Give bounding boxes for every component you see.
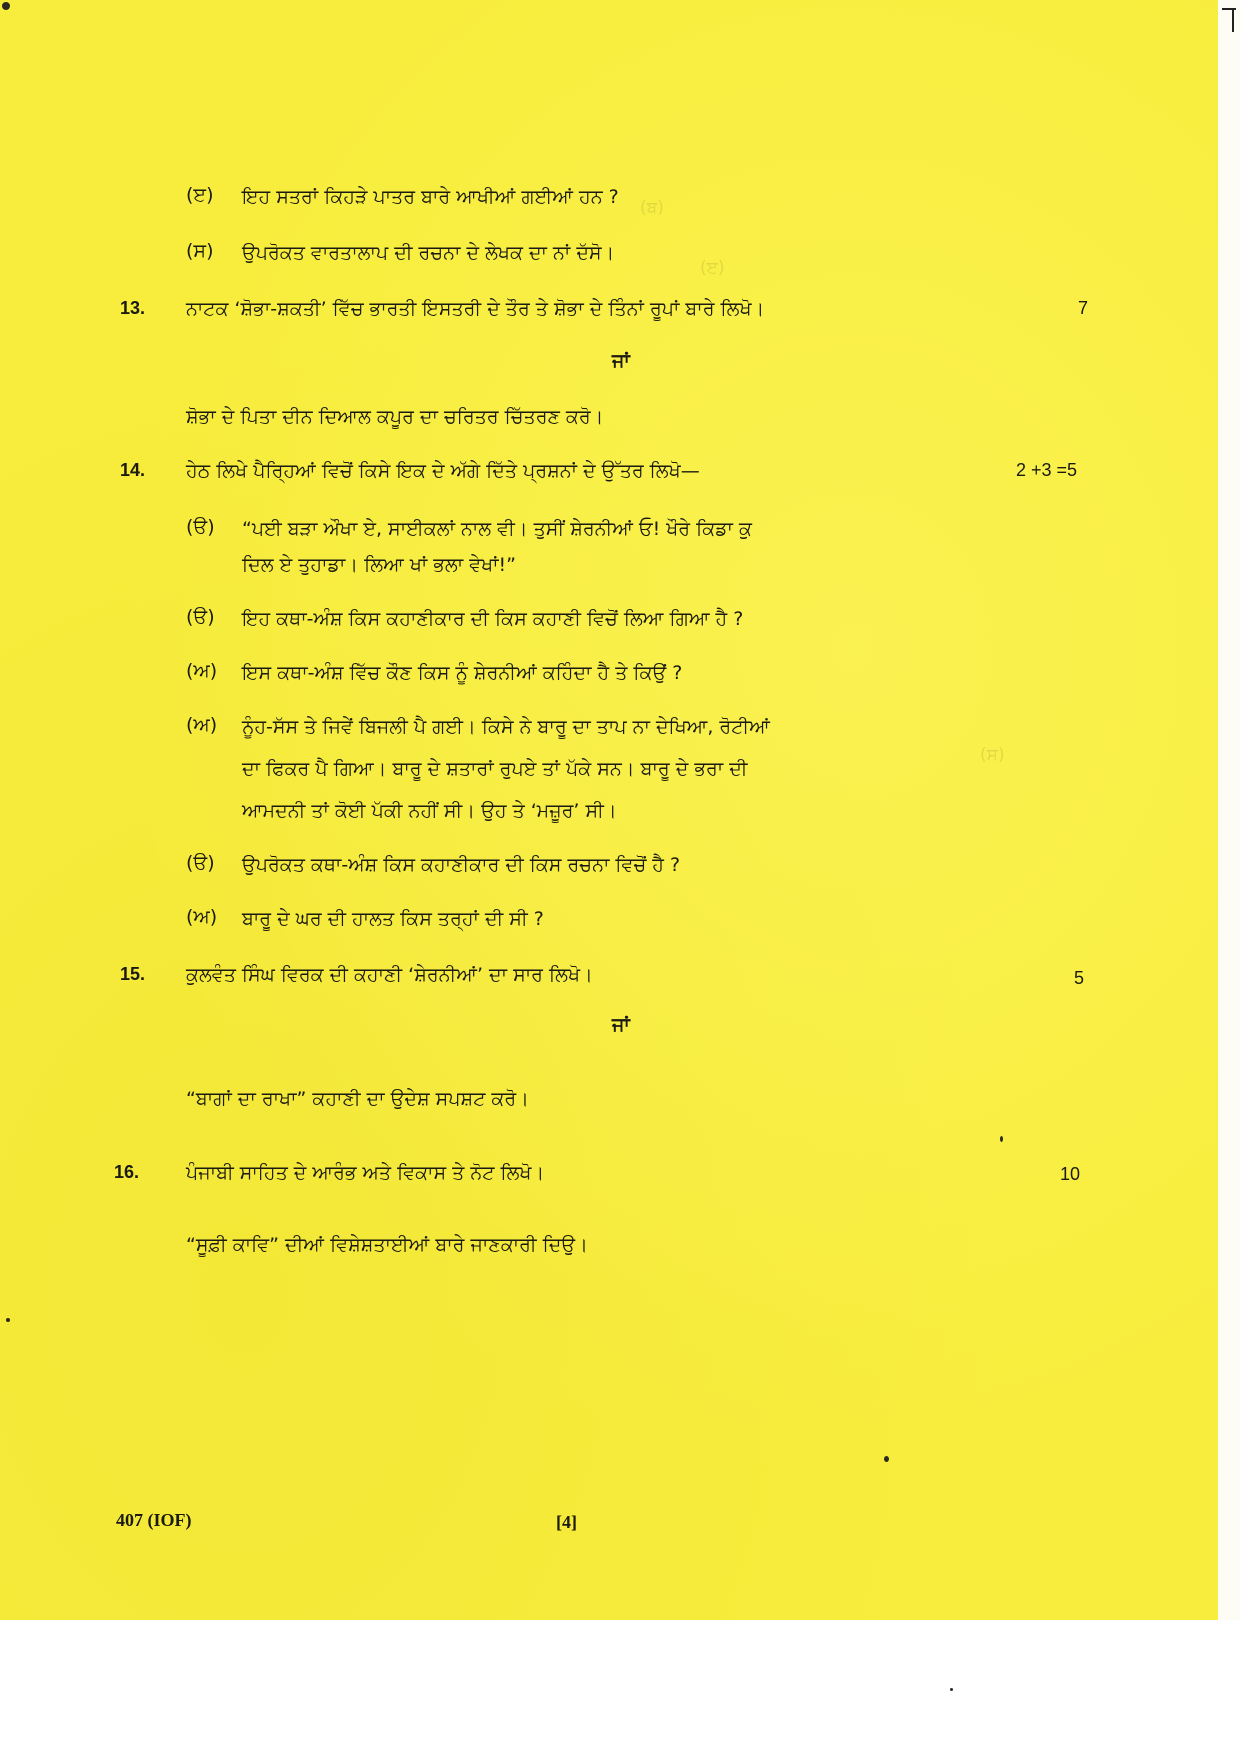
scan-speck — [1000, 1136, 1003, 1142]
item-label: (ੲ) — [186, 184, 214, 206]
question-number: 16. — [114, 1162, 140, 1182]
bleed-through-text: (ੲ) — [700, 258, 725, 278]
item-label: (ਸ) — [186, 240, 214, 262]
paper-code: 407 (IOF) — [116, 1510, 192, 1530]
passage-text: “ਪਈ ਬੜਾ ਔਖਾ ਏ, ਸਾਈਕਲਾਂ ਨਾਲ ਵੀ। ਤੁਸੀਂ ਸ਼ੇਰਨੀਆਂ ਓ! ਖੌਰੇ ਕਿਡਾ ਕੁ — [242, 518, 752, 540]
alternative-question: ਸ਼ੋਭਾ ਦੇ ਪਿਤਾ ਦੀਨ ਦਿਆਲ ਕਪੂਰ ਦਾ ਚਰਿਤਰ ਚਿੱਤਰਣ ਕਰੋ। — [186, 406, 604, 428]
alternative-question: “ਬਾਗਾਂ ਦਾ ਰਾਖਾ” ਕਹਾਣੀ ਦਾ ਉਦੇਸ਼ ਸਪਸ਼ਟ ਕਰੋ। — [186, 1088, 529, 1110]
question-text: ਕੁਲਵੰਤ ਸਿੰਘ ਵਿਰਕ ਦੀ ਕਹਾਣੀ ‘ਸ਼ੇਰਨੀਆਂ’ ਦਾ ਸਾਰ ਲਿਖੋ। — [186, 964, 593, 986]
question-number: 13. — [120, 298, 146, 318]
item-label: (ੳ) — [186, 606, 215, 628]
question-marks: 2 +3 =5 — [1016, 460, 1078, 480]
bleed-through-text: (ਬ) — [640, 198, 664, 218]
bleed-through-text: (ਸ) — [980, 745, 1005, 765]
page-number: [4] — [556, 1512, 577, 1532]
scan-margin — [1218, 0, 1240, 1620]
question-number: 14. — [120, 460, 146, 480]
question-text: ਪੰਜਾਬੀ ਸਾਹਿਤ ਦੇ ਆਰੰਭ ਅਤੇ ਵਿਕਾਸ ਤੇ ਨੋਟ ਲਿਖੋ। — [186, 1162, 545, 1184]
passage-label: (ਅ) — [186, 714, 218, 736]
alternative-question: “ਸੂਫ਼ੀ ਕਾਵਿ” ਦੀਆਂ ਵਿਸ਼ੇਸ਼ਤਾਈਆਂ ਬਾਰੇ ਜਾਣਕਾਰੀ ਦਿਉ। — [186, 1234, 588, 1256]
item-text: ਉਪਰੋਕਤ ਕਥਾ-ਅੰਸ਼ ਕਿਸ ਕਹਾਣੀਕਾਰ ਦੀ ਕਿਸ ਰਚਨਾ ਵਿਚੋਂ ਹੈ ? — [242, 854, 681, 876]
passage-text: ਆਮਦਨੀ ਤਾਂ ਕੋਈ ਪੱਕੀ ਨਹੀਂ ਸੀ। ਉਹ ਤੇ ‘ਮਜ਼ੂਰ’ ਸੀ। — [242, 800, 617, 822]
passage-text: ਨੂੰਹ-ਸੱਸ ਤੇ ਜਿਵੇਂ ਬਿਜਲੀ ਪੈ ਗਈ। ਕਿਸੇ ਨੇ ਬਾਰੂ ਦਾ ਤਾਪ ਨਾ ਦੇਖਿਆ, ਰੋਟੀਆਂ — [242, 716, 770, 738]
question-text: ਹੇਠ ਲਿਖੇ ਪੈਰ੍ਹਿਆਂ ਵਿਚੋਂ ਕਿਸੇ ਇਕ ਦੇ ਅੱਗੇ ਦਿੱਤੇ ਪ੍ਰਸ਼ਨਾਂ ਦੇ ਉੱਤਰ ਲਿਖੋ— — [186, 460, 700, 482]
item-text: ਇਹ ਕਥਾ-ਅੰਸ਼ ਕਿਸ ਕਹਾਣੀਕਾਰ ਦੀ ਕਿਸ ਕਹਾਣੀ ਵਿਚੋਂ ਲਿਆ ਗਿਆ ਹੈ ? — [242, 608, 744, 630]
scan-speck — [950, 1688, 953, 1691]
question-text: ਨਾਟਕ ‘ਸ਼ੋਭਾ-ਸ਼ਕਤੀ’ ਵਿੱਚ ਭਾਰਤੀ ਇਸਤਰੀ ਦੇ ਤੌਰ ਤੇ ਸ਼ੋਭਾ ਦੇ ਤਿੰਨਾਂ ਰੂਪਾਂ ਬਾਰੇ ਲਿਖੋ। — [186, 298, 765, 320]
question-marks: 5 — [1074, 968, 1085, 988]
item-label: (ਅ) — [186, 906, 218, 928]
scan-speck — [884, 1456, 889, 1462]
item-label: (ੳ) — [186, 852, 215, 874]
question-number: 15. — [120, 964, 146, 984]
item-text: ਇਹ ਸਤਰਾਂ ਕਿਹੜੇ ਪਾਤਰ ਬਾਰੇ ਆਖੀਆਂ ਗਈਆਂ ਹਨ ? — [242, 186, 619, 208]
scan-margin — [0, 1620, 1240, 1754]
scan-speck — [6, 1318, 10, 1322]
question-marks: 10 — [1060, 1164, 1081, 1184]
item-text: ਉਪਰੋਕਤ ਵਾਰਤਾਲਾਪ ਦੀ ਰਚਨਾ ਦੇ ਲੇਖਕ ਦਾ ਨਾਂ ਦੱਸੋ। — [242, 242, 615, 264]
passage-text: ਦਾ ਫਿਕਰ ਪੈ ਗਿਆ। ਬਾਰੂ ਦੇ ਸ਼ਤਾਰਾਂ ਰੁਪਏ ਤਾਂ ਪੱਕੇ ਸਨ। ਬਾਰੂ ਦੇ ਭਰਾ ਦੀ — [242, 758, 748, 780]
passage-text: ਦਿਲ ਏ ਤੁਹਾਡਾ। ਲਿਆ ਖਾਂ ਭਲਾ ਵੇਖਾਂ!” — [242, 554, 517, 576]
or-divider: ਜਾਂ — [612, 1014, 630, 1036]
item-text: ਬਾਰੂ ਦੇ ਘਰ ਦੀ ਹਾਲਤ ਕਿਸ ਤਰ੍ਹਾਂ ਦੀ ਸੀ ? — [242, 908, 544, 930]
item-label: (ਅ) — [186, 660, 218, 682]
item-text: ਇਸ ਕਥਾ-ਅੰਸ਼ ਵਿੱਚ ਕੌਣ ਕਿਸ ਨੂੰ ਸ਼ੇਰਨੀਆਂ ਕਹਿੰਦਾ ਹੈ ਤੇ ਕਿਉਂ ? — [242, 662, 683, 684]
scan-speck — [2, 2, 10, 10]
or-divider: ਜਾਂ — [612, 350, 630, 372]
question-marks: 7 — [1078, 298, 1089, 318]
passage-label: (ੳ) — [186, 516, 215, 538]
